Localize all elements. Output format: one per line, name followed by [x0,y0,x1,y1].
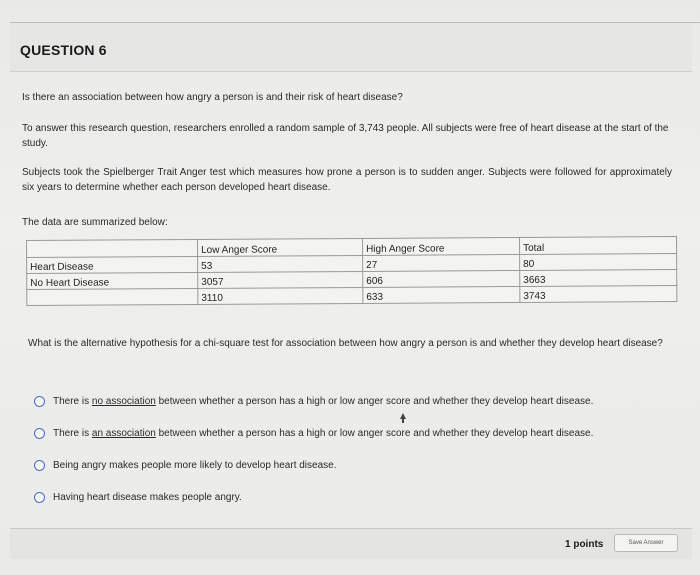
table-cell [27,288,198,305]
table-cell: High Anger Score [362,237,519,255]
question-paragraph-2: Subjects took the Spielberger Trait Anger test which measures how prone a person is to sudden anger. Subjects were followed for approximately six years to determine whether each person developed heart disease. [22,167,672,193]
mouse-cursor-icon [400,413,406,419]
table-cell: No Heart Disease [27,272,198,289]
data-table [26,236,677,306]
question-header [10,23,692,72]
table-row [27,286,677,306]
mcq-stem: What is the alternative hypothesis for a chi-square test for association between how angry a person is and whether they develop heart disease? [28,338,663,349]
table-cell: 606 [363,270,520,287]
answer-option-1[interactable] [34,396,593,407]
table-cell: 3743 [520,286,677,303]
answer-option-2[interactable] [34,428,593,439]
table-cell: 3663 [520,270,677,287]
table-cell: Total [519,237,676,255]
option-text: Being angry makes people more likely to develop heart disease. [53,460,337,471]
question-prompt: Is there an association between how angry a person is and their risk of heart disease? [22,92,403,103]
radio-button[interactable] [34,396,45,407]
table-cell: 80 [520,254,677,271]
question-paragraph-1: To answer this research question, researchers enrolled a random sample of 3,743 people. All subjects were free of heart disease at the start of the study. [22,123,669,149]
radio-button[interactable] [34,428,45,439]
table-cell: 3110 [198,287,363,304]
answer-option-3[interactable] [34,460,337,471]
points-label: 1 points [565,539,604,550]
radio-button[interactable] [34,460,45,471]
table-cell: Heart Disease [27,256,198,273]
question-title: QUESTION 6 [20,42,107,58]
summary-intro: The data are summarized below: [22,217,168,228]
save-answer-button[interactable]: Save Answer [614,534,678,552]
answer-option-4[interactable] [34,492,242,503]
option-text: Having heart disease makes people angry. [53,492,242,503]
option-text: There is no association between whether a person has a high or low anger score and whether they develop heart disease. [53,396,594,407]
table-cell: 27 [363,254,520,271]
table-cell: 53 [198,255,363,272]
table-cell: 3057 [198,271,363,288]
table-cell: 633 [363,286,520,303]
table-cell [27,239,198,257]
radio-button[interactable] [34,492,45,503]
table-cell: Low Anger Score [197,238,362,256]
option-text: There is an association between whether a person has a high or low anger score and whether they develop heart disease. [53,428,594,439]
